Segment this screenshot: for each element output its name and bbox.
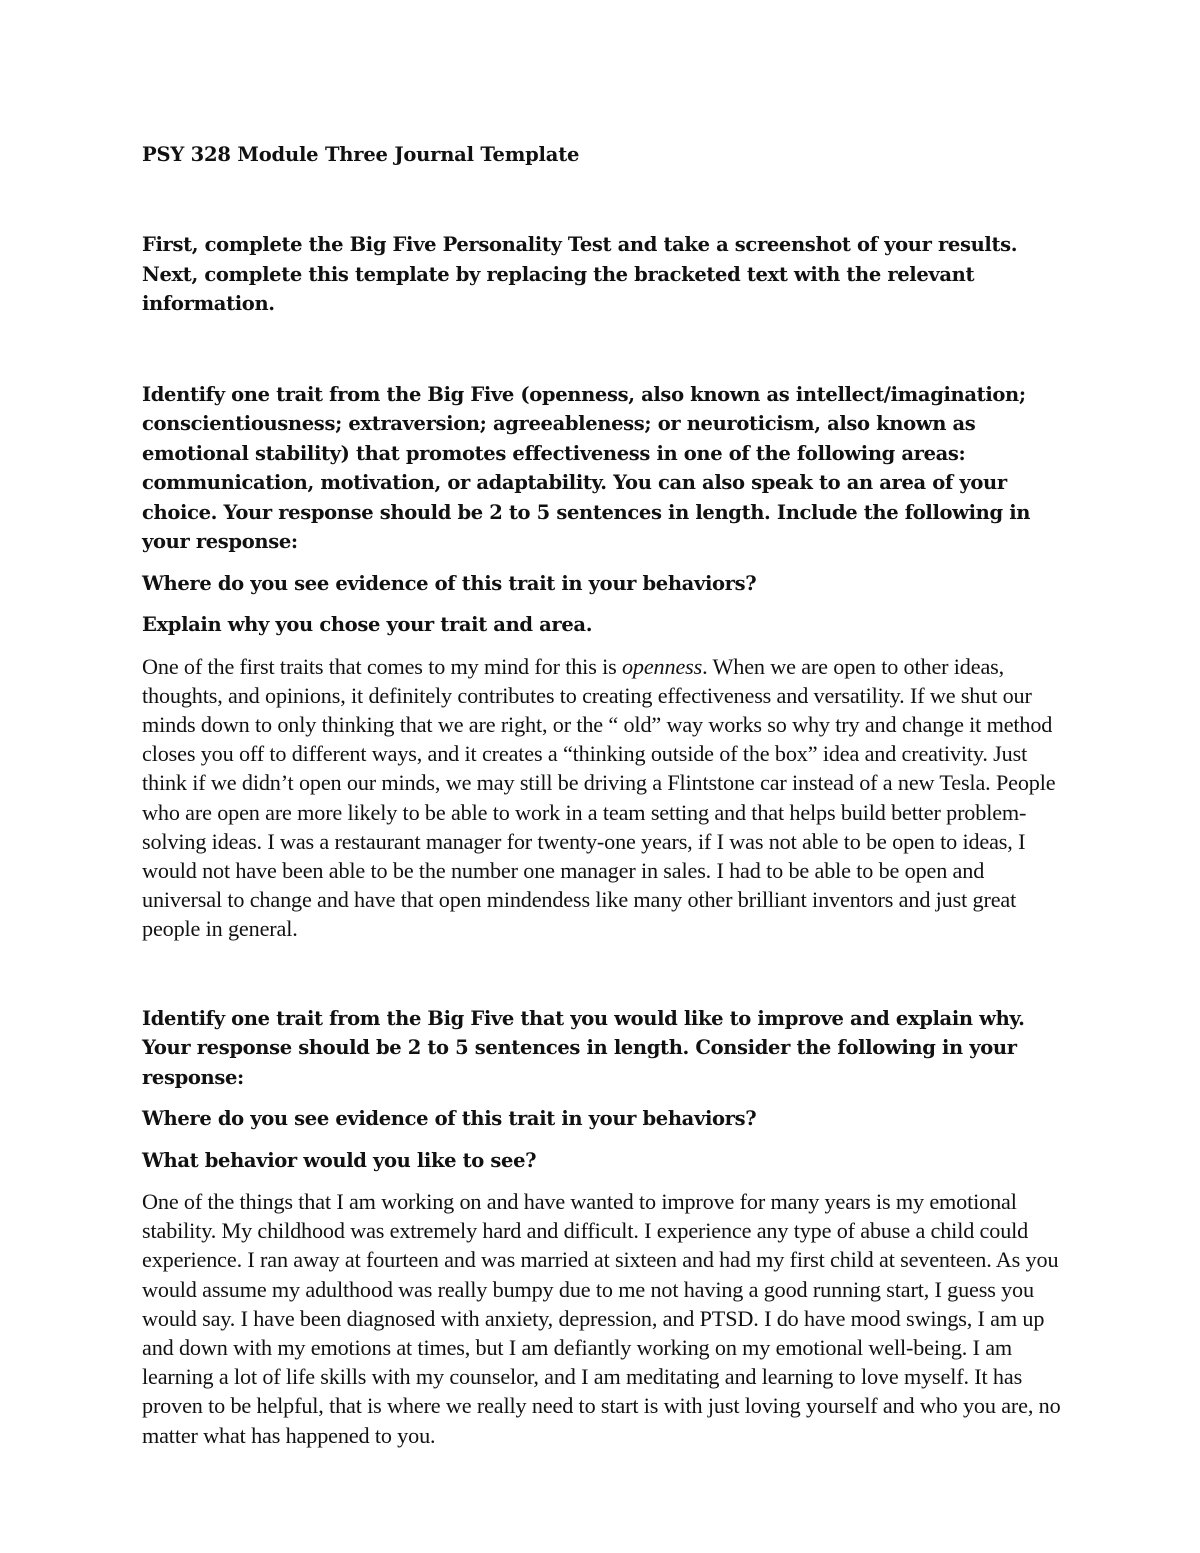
section2-question-behavior: What behavior would you like to see? [142,1148,537,1172]
document-title: PSY 328 Module Three Journal Template [142,143,580,166]
section1-answer [142,652,1062,944]
section2-prompt: Identify one trait from the Big Five that you would like to improve and explain why. Your response should be 2 to 5 sentences in length. Consider the following in your response: [142,1006,1025,1089]
section2-question-evidence: Where do you see evidence of this trait in your behaviors? [142,1107,757,1131]
document-page [142,140,1062,1450]
section2-answer: One of the things that I am working on and have wanted to improve for many years is my emotional stability. My childhood was extremely hard and difficult. I experience any type of abuse a child could experience. I ran away at fourteen and was married at sixteen and had my first child at seventeen. As you would assume my adulthood was really bumpy due to me not having a good running start, I guess you would say. I have been diagnosed with anxiety, depression, and PTSD. I do have mood swings, I am up and down with my emotions at times, but I am defiantly working on my emotional well-being. I am learning a lot of life skills with my counselor, and I am meditating and learning to love myself. It has proven to be helpful, that is where we really need to start is with just loving yourself and who you are, no matter what has happened to you. [142,1189,1061,1448]
section1-question-evidence: Where do you see evidence of this trait in your behaviors? [142,571,757,595]
intro-instructions: First, complete the Big Five Personality Test and take a screenshot of your results. Next, complete this template by replacing the bracketed text with the relevant information. [142,233,1018,315]
section1-answer-trait: openness [621,653,703,679]
section1-question-explain: Explain why you chose your trait and area. [142,613,593,636]
section1-answer-start: One of the first traits that comes to my mind for this is [142,653,622,679]
section1-answer-rest: . When we are open to other ideas, thoughts, and opinions, it definitely contributes to creating effectiveness and versatility. If we shut our minds down to only thinking that we are right, or the “ old” way works so why try and change it method closes you off to different ways, and it creates a “thinking outside of the box” idea and creativity. Just think if we didn’t open our minds, we may still be driving a Flintstone car instead of a new Tesla. People who are open are more likely to be able to work in a team setting and that helps build better problem-solving ideas. I was a restaurant manager for twenty-one years, if I was not able to be open to ideas, I would not have been able to be the number one manager in sales. I had to be able to be open and universal to change and have that open mindendess like many other brilliant inventors and just great people in general. [142,653,1056,942]
section1-prompt: Identify one trait from the Big Five (openness, also known as intellect/imagination; conscientiousness; extraversion; agreeableness; or neuroticism, also known as emotional stability) that promotes effectiveness in one of the following areas: communication, motivation, or adaptability. You can also speak to an area of your choice. Your response should be 2 to 5 sentences in length. Include the following in your response: [142,382,1031,553]
